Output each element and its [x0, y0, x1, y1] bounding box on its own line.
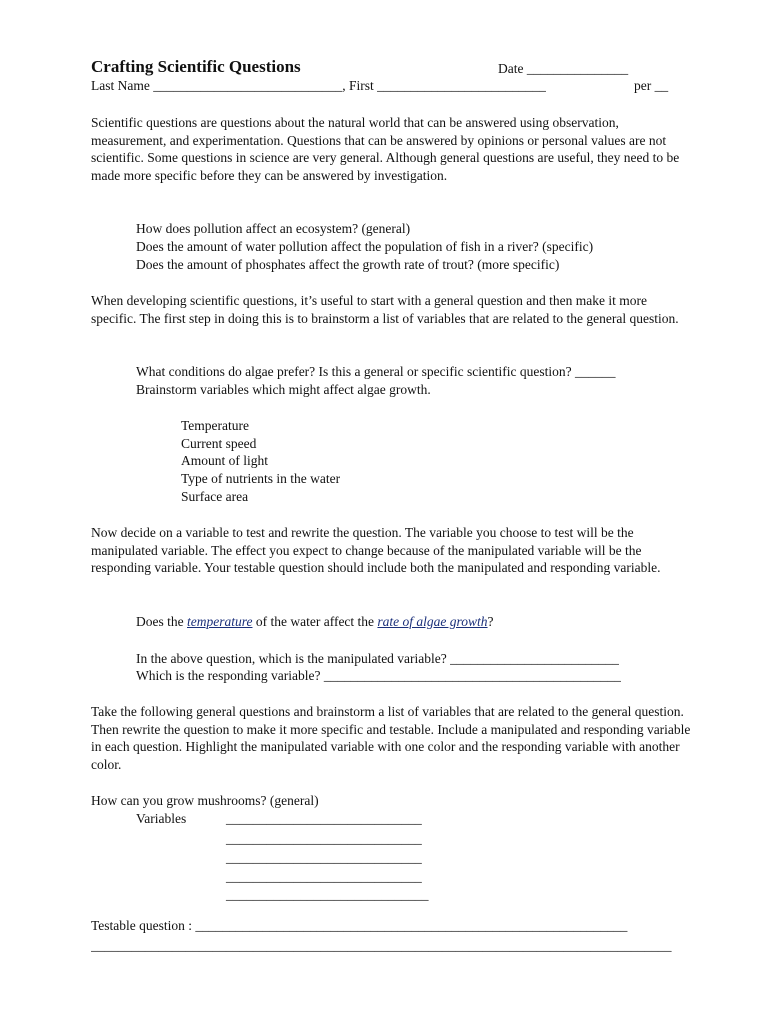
variable-blank[interactable]: _____________________________ — [226, 831, 422, 846]
testable-part: Does the — [136, 614, 187, 629]
variable-blank[interactable]: ______________________________ — [226, 887, 429, 902]
instructions-paragraph: Take the following general questions and brainstorm a list of variables that are related to the general question. Then rewrite the question to make it more specific and testable. Include a manipulated and responding variable in each question. Highlight the manipulated variable with one color and the responding variable with another color. — [91, 704, 691, 772]
brainstorm-instruction: Brainstorm variables which might affect algae growth. — [136, 382, 431, 397]
decide-paragraph: Now decide on a variable to test and rewrite the question. The variable you choose to test will be the manipulated variable. The effect you expect to change because of the manipulated variable will be the responding variable. Your testable question should include both the manipulated and responding variable. — [91, 525, 661, 576]
worksheet-title: Crafting Scientific Questions — [91, 57, 301, 76]
algae-question: What conditions do algae prefer? Is this a general or specific scientific question? ______ — [136, 364, 616, 379]
testable-part: ? — [487, 614, 494, 629]
responding-variable: rate of algae growth — [377, 614, 488, 629]
testable-question-line2[interactable]: ______________________________________________________________________________________ — [91, 938, 672, 953]
date-field: Date _______________ — [498, 61, 629, 76]
intro-paragraph: Scientific questions are questions about the natural world that can be answered using observation, measurement, and experimentation. Questions that can be answered by opinions or personal values are not scientific. Some questions in science are very general. Although general questions are useful, they need to be made more specific before they can be answered by investigation. — [91, 115, 680, 183]
testable-question-field[interactable]: Testable question : ________________________________________________________________ — [91, 918, 628, 933]
testable-example — [136, 613, 494, 631]
testable-part: of the water affect the — [252, 614, 378, 629]
name-field: Last Name ____________________________, First _________________________ — [91, 78, 546, 93]
variable-item: Amount of light — [181, 453, 268, 468]
variable-item: Current speed — [181, 436, 257, 451]
variable-blank[interactable]: _____________________________ — [226, 811, 422, 826]
variable-item: Type of nutrients in the water — [181, 471, 341, 486]
variables-label: Variables — [136, 811, 187, 826]
period-field: per __ — [634, 78, 669, 93]
developing-paragraph: When developing scientific questions, it’s useful to start with a general question and then make it more specific. The first step in doing this is to brainstorm a list of variables that are related to the general question. — [91, 293, 679, 326]
variable-item: Temperature — [181, 418, 250, 433]
example-more-specific: Does the amount of phosphates affect the growth rate of trout? (more specific) — [136, 257, 560, 272]
variable-blank[interactable]: _____________________________ — [226, 850, 422, 865]
responding-question: Which is the responding variable? ____________________________________________ — [136, 668, 621, 683]
example-specific: Does the amount of water pollution affect the population of fish in a river? (specific) — [136, 239, 594, 254]
variable-item: Surface area — [181, 489, 249, 504]
manipulated-variable: temperature — [187, 614, 253, 629]
variable-blank[interactable]: _____________________________ — [226, 869, 422, 884]
manipulated-question: In the above question, which is the manipulated variable? _________________________ — [136, 651, 619, 666]
example-general: How does pollution affect an ecosystem? (general) — [136, 221, 411, 236]
mushroom-question: How can you grow mushrooms? (general) — [91, 793, 319, 808]
